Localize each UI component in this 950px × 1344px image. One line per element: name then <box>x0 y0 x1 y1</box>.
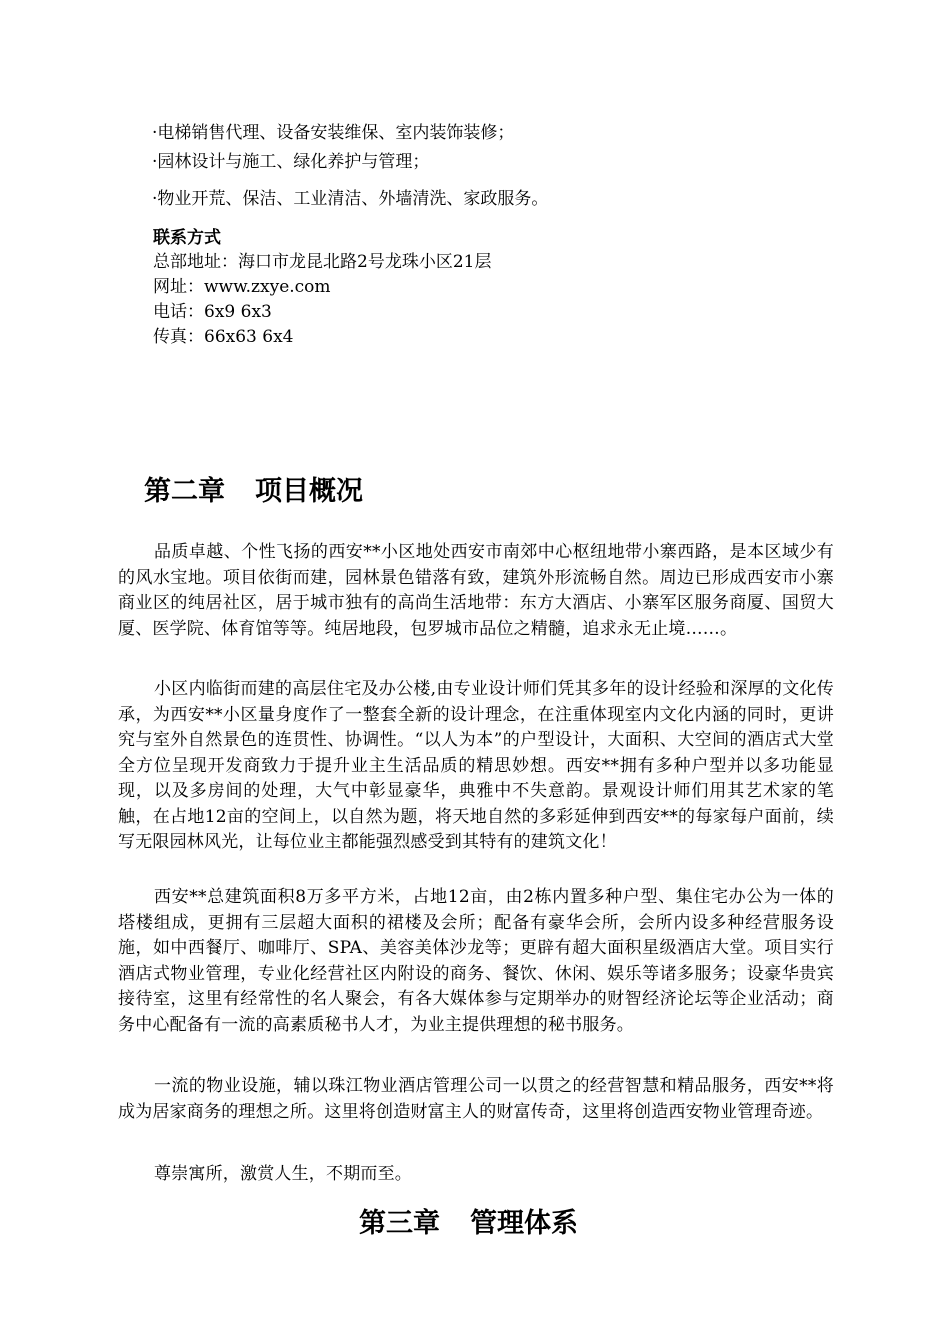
contact-website: 网址：www.zxye.com <box>153 277 331 297</box>
chapter-2-paragraph-4: 一流的物业设施，辅以珠江物业酒店管理公司一以贯之的经营智慧和精品服务，西安**将成为居家商务的理想之所。这里将创造财富主人的财富传奇，这里将创造西安物业管理奇迹。 <box>118 1076 834 1122</box>
chapter-2-number: 第二章 <box>144 476 225 507</box>
service-item-elevator: ·电梯销售代理、设备安装维保、室内装饰装修； <box>152 123 515 143</box>
chapter-2-heading <box>144 474 363 510</box>
contact-fax: 传真：66x63 6x4 <box>153 327 294 347</box>
chapter-2-title: 项目概况 <box>255 476 363 507</box>
chapter-2-paragraph-1: 品质卓越、个性飞扬的西安**小区地处西安市南郊中心枢纽地带小寨西路，是本区域少有的风水宝地。项目依街而建，园林景色错落有致，建筑外形流畅自然。周边已形成西安市小寨商业区的纯居社区，居于城市独有的高尚生活地带：东方大酒店、小寨军区服务商厦、国贸大厦、医学院、体育馆等等。纯居地段，包罗城市品位之精髓，追求永无止境……。 <box>118 542 834 639</box>
contact-heading: 联系方式 <box>153 228 221 248</box>
contact-address: 总部地址：海口市龙昆北路2号龙珠小区21层 <box>153 252 492 272</box>
chapter-2-paragraph-3: 西安**总建筑面积8万多平方米，占地12亩，由2栋内置多种户型、集住宅办公为一体的塔楼组成，更拥有三层超大面积的裙楼及会所；配备有豪华会所，会所内设多种经营服务设施，如中西餐厅、咖啡厅、SPA、美容美体沙龙等；更辟有超大面积星级酒店大堂。项目实行酒店式物业管理，专业化经营社区内附设的商务、餐饮、休闲、娱乐等诸多服务；设豪华贵宾接待室，这里有经常性的名人聚会，有各大媒体参与定期举办的财智经济论坛等企业活动；商务中心配备有一流的高素质秘书人才，为业主提供理想的秘书服务。 <box>118 887 834 1035</box>
service-item-cleaning: ·物业开荒、保洁、工业清洁、外墙清洗、家政服务。 <box>152 189 549 209</box>
chapter-3-number: 第三章 <box>359 1208 440 1239</box>
chapter-2-paragraph-2: 小区内临街而建的高层住宅及办公楼,由专业设计师们凭其多年的设计经验和深厚的文化传承，为西安**小区量身度作了一整套全新的设计理念，在注重体现室内文化内涵的同时，更讲究与室外自然景色的连贯性、协调性。“以人为本”的户型设计，大面积、大空间的酒店式大堂全方位呈现开发商致力于提升业主生活品质的精思妙想。西安**拥有多种户型并以多功能显现，以及多房间的处理，大气中彰显豪华，典雅中不失意韵。景观设计师们用其艺术家的笔触，在占地12亩的空间上，以自然为题，将天地自然的多彩延伸到西安**的每家每户面前，续写无限园林风光，让每位业主都能强烈感受到其特有的建筑文化！ <box>118 679 834 852</box>
service-item-landscaping: ·园林设计与施工、绿化养护与管理； <box>152 152 430 172</box>
contact-phone: 电话：6x9 6x3 <box>153 302 272 322</box>
chapter-2-paragraph-5: 尊崇寓所，激赏人生，不期而至。 <box>154 1164 412 1184</box>
chapter-3-title: 管理体系 <box>470 1208 578 1239</box>
chapter-3-heading <box>359 1206 578 1242</box>
